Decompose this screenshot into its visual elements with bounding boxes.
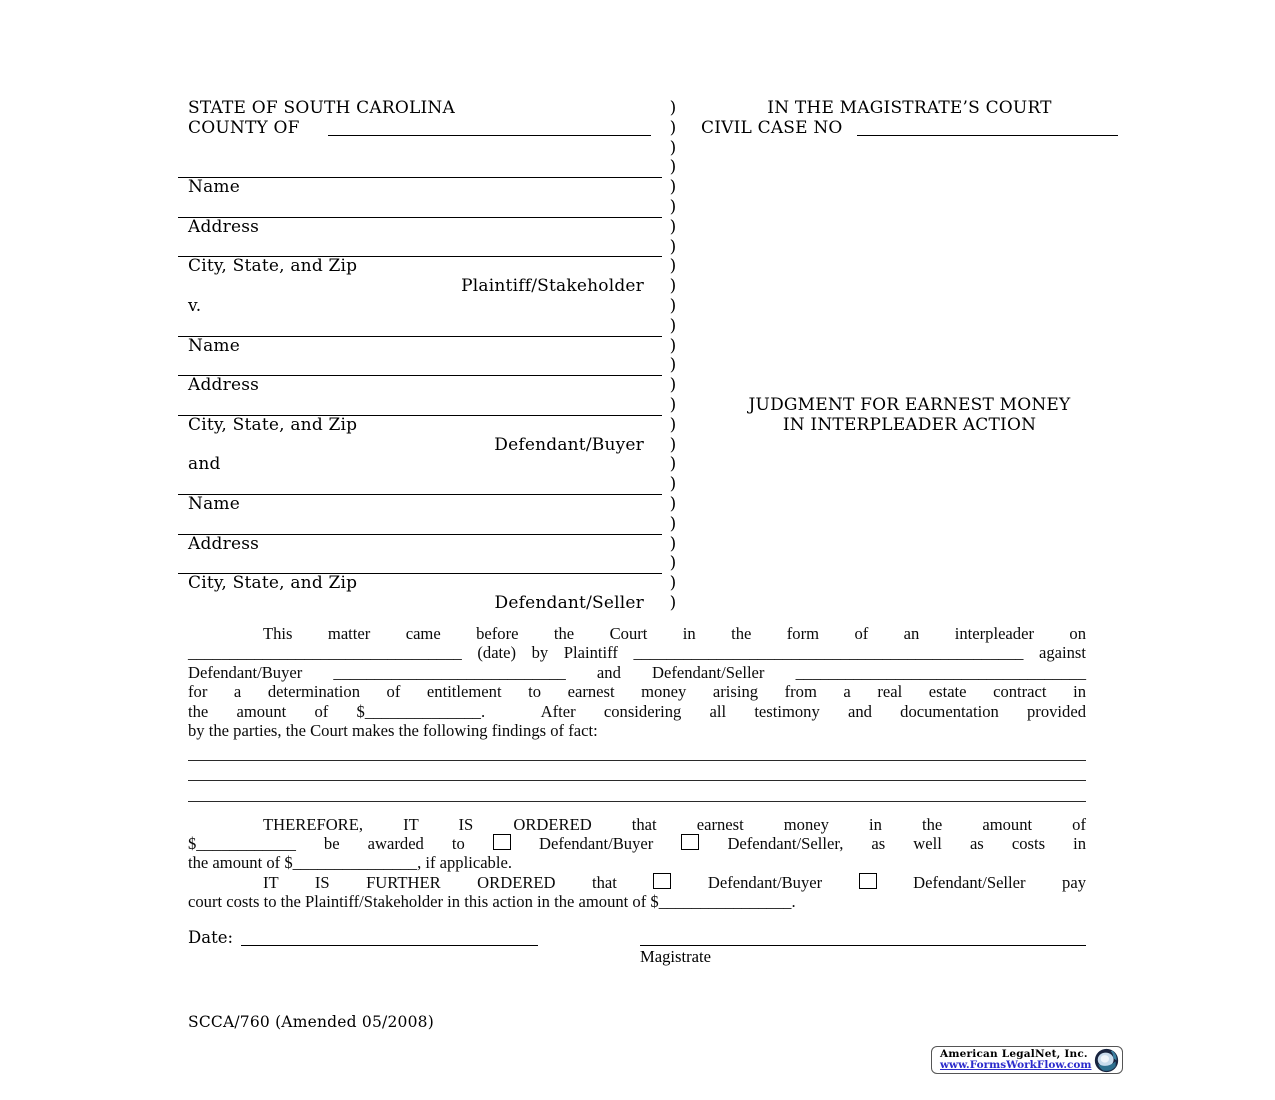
caption-row: [178, 515, 1118, 535]
caption-paren: ): [669, 592, 677, 613]
seller-name-label: Name: [188, 493, 240, 514]
caption-row: [178, 119, 1118, 139]
caption-paren: ): [669, 434, 677, 455]
county-label: COUNTY OF: [188, 117, 300, 138]
magistrate-signature-line: [640, 928, 1086, 946]
caption-paren: ): [669, 414, 677, 435]
caption-paren: ): [669, 196, 677, 217]
findings-blank-line: [188, 761, 1086, 781]
caption-paren: ): [669, 276, 677, 297]
seller-city-line: [178, 554, 662, 574]
buyer-address-label: Address: [188, 375, 260, 396]
versus-label: v.: [188, 295, 202, 316]
caption-row: [178, 158, 1118, 178]
caption-row: [178, 376, 1118, 396]
caption-row: [178, 178, 1118, 198]
caption-paren: ): [669, 137, 677, 158]
caption-paren: ): [669, 394, 677, 415]
para2-line2-text-b: Defendant/Buyer: [539, 834, 654, 854]
caption-paren: ): [669, 493, 677, 514]
para1-line5: the amount of $______________. After considering all testimony and documentation provided: [188, 701, 1086, 721]
caption-row: [178, 436, 1118, 456]
date-label: Date:: [188, 928, 234, 947]
caption-paren: ): [669, 295, 677, 316]
para1-line4: for a determination of entitlement to earnest money arising from a real estate contract in: [188, 682, 1086, 702]
checkbox-defendant-seller-award[interactable]: [681, 834, 699, 850]
caption-row: [178, 455, 1118, 475]
plaintiff-address-line: [178, 198, 662, 218]
para2-line3: the amount of $_______________, if applicable.: [188, 853, 512, 873]
seller-name-line: [178, 475, 662, 495]
caption-row: [178, 416, 1118, 436]
case-no-label: CIVIL CASE NO: [701, 117, 843, 138]
globe-logo-icon: [1094, 1048, 1119, 1073]
caption-row: [178, 574, 1118, 594]
order-body: [188, 624, 1086, 912]
plaintiff-city-line: [178, 238, 662, 258]
caption-row: [178, 139, 1118, 159]
para2-line1: THEREFORE, IT IS ORDERED that earnest money in the amount of: [263, 814, 1086, 834]
caption-paren: ): [669, 117, 677, 138]
para2-line4-text-c: Defendant/Seller pay: [913, 872, 1086, 892]
caption-paren: ): [669, 98, 677, 118]
seller-address-label: Address: [188, 533, 260, 554]
caption-row: [178, 277, 1118, 297]
caption-row: [178, 337, 1118, 357]
caption-row: [178, 554, 1118, 574]
buyer-city-label: City, State, and Zip: [188, 414, 358, 435]
seller-city-label: City, State, and Zip: [188, 573, 358, 594]
para2-line5: court costs to the Plaintiff/Stakeholder in this action in the amount of $________________.: [188, 892, 796, 912]
form-number: SCCA/760 (Amended 05/2008): [188, 1013, 434, 1031]
buyer-address-line: [178, 356, 662, 376]
para1-line1: This matter came before the Court in the form of an interpleader on: [263, 624, 1086, 643]
county-fill-in-line: [328, 119, 651, 136]
findings-blank-line: [188, 740, 1086, 760]
para2-line4-text-a: IT IS FURTHER ORDERED that: [263, 872, 617, 892]
date-fill-in-line: [241, 928, 538, 946]
court-heading: IN THE MAGISTRATE’S COURT: [767, 98, 1052, 118]
seller-party-label: Defendant/Seller: [494, 592, 644, 613]
caption-paren: ): [669, 513, 677, 534]
judgment-title-line2: IN INTERPLEADER ACTION: [782, 414, 1037, 435]
caption-paren: ): [669, 474, 677, 495]
para2-line4-text-b: Defendant/Buyer: [707, 872, 823, 892]
judgment-title-line1: JUDGMENT FOR EARNEST MONEY: [748, 394, 1071, 415]
caption-row: [178, 257, 1118, 277]
para1-line6: by the parties, the Court makes the following findings of fact:: [188, 721, 598, 741]
plaintiff-city-label: City, State, and Zip: [188, 256, 358, 277]
para1-line2: _________________________________ (date) by Plaintiff _______________________________________________ against: [188, 643, 1086, 663]
caption-row: [178, 535, 1118, 555]
seller-address-line: [178, 515, 662, 535]
caption-paren: ): [669, 533, 677, 554]
caption-paren: ): [669, 256, 677, 277]
formsworkflow-link[interactable]: www.FormsWorkFlow.com: [940, 1059, 1092, 1071]
caption-paren: ): [669, 177, 677, 198]
caption-paren: ): [669, 216, 677, 237]
buyer-name-line: [178, 317, 662, 337]
findings-blank-line: [188, 781, 1086, 801]
caption-paren: ): [669, 375, 677, 396]
para2-line2-text-c: Defendant/Seller, as well as costs in: [727, 834, 1086, 854]
caption-paren: ): [669, 236, 677, 257]
signature-block: [188, 928, 1086, 968]
caption-row: [178, 475, 1118, 495]
para2-line2: [188, 834, 1086, 853]
and-label: and: [188, 454, 221, 475]
caption-row: [178, 594, 1118, 614]
caption-paren: ): [669, 553, 677, 574]
case-no-fill-in-line: [857, 119, 1118, 136]
plaintiff-address-label: Address: [188, 216, 260, 237]
caption-paren: ): [669, 315, 677, 336]
caption-paren: ): [669, 454, 677, 475]
caption-row: [178, 356, 1118, 376]
logo-company-name: American LegalNet, Inc.: [940, 1047, 1088, 1060]
buyer-name-label: Name: [188, 335, 240, 356]
plaintiff-name-line: [178, 158, 662, 178]
caption-row: [178, 218, 1118, 238]
para2-line2-text-a: $____________ be awarded to: [188, 834, 465, 854]
buyer-city-line: [178, 396, 662, 416]
caption-row: [178, 198, 1118, 218]
buyer-party-label: Defendant/Buyer: [494, 434, 644, 455]
plaintiff-party-label: Plaintiff/Stakeholder: [461, 276, 644, 297]
caption-row: [178, 99, 1118, 119]
caption-row: [178, 317, 1118, 337]
checkbox-defendant-seller-costs[interactable]: [859, 873, 877, 889]
checkbox-defendant-buyer-costs[interactable]: [653, 873, 671, 889]
para1-line3: Defendant/Buyer ____________________________ and Defendant/Seller ___________________________________: [188, 662, 1086, 682]
american-legalnet-logo-box: [931, 1046, 1123, 1074]
para2-line4: [188, 873, 1086, 892]
caption-paren: ): [669, 335, 677, 356]
caption-paren: ): [669, 573, 677, 594]
caption-row: [178, 238, 1118, 258]
case-caption: [178, 99, 1118, 614]
caption-paren: ): [669, 355, 677, 376]
state-heading: STATE OF SOUTH CAROLINA: [188, 98, 455, 118]
magistrate-label: Magistrate: [640, 947, 711, 966]
caption-row: [178, 297, 1118, 317]
caption-row: [178, 396, 1118, 416]
checkbox-defendant-buyer-award[interactable]: [493, 834, 511, 850]
caption-paren: ): [669, 157, 677, 178]
plaintiff-name-label: Name: [188, 177, 240, 198]
caption-row: [178, 495, 1118, 515]
